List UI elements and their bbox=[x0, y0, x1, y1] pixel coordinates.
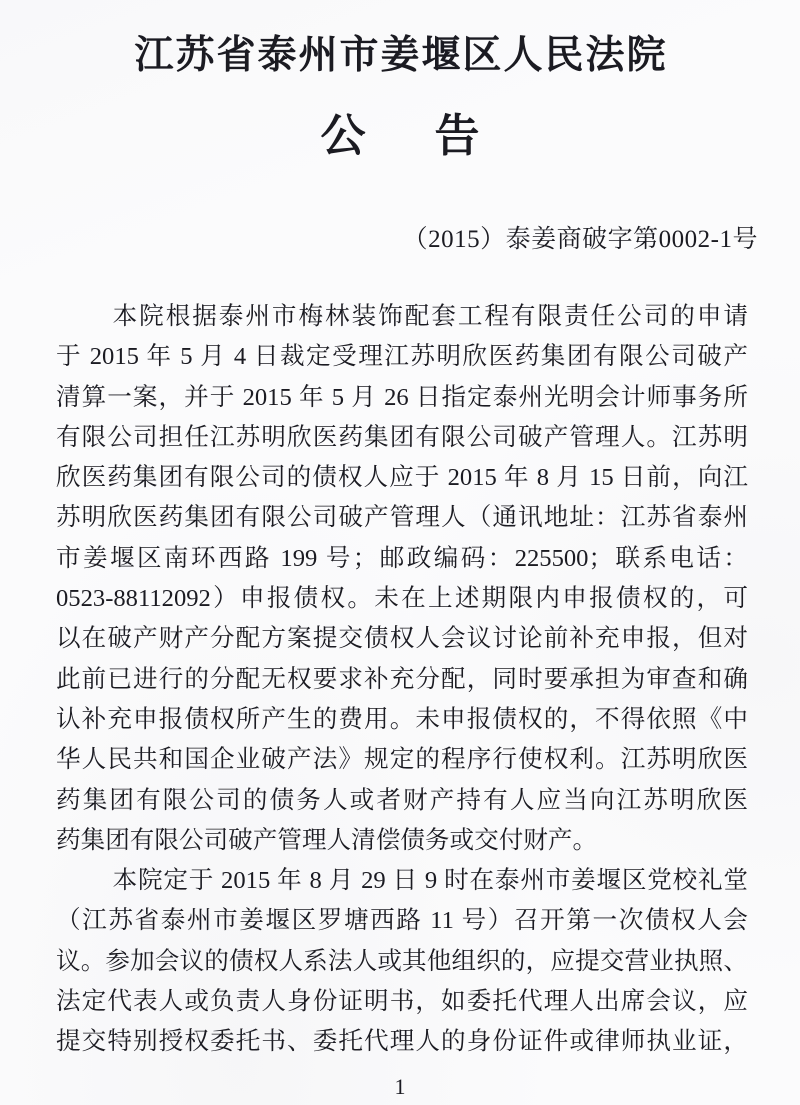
body-line: 本院定于 2015 年 8 月 29 日 9 时在泰州市姜堰区党校礼堂 bbox=[112, 867, 748, 895]
body-line: 华人民共和国企业破产法》规定的程序行使权利。江苏明欣医 bbox=[56, 746, 748, 774]
body-line: 药集团有限公司破产管理人清偿债务或交付财产。 bbox=[56, 826, 598, 854]
announcement-title: 公 告 bbox=[320, 111, 492, 161]
body-line: 苏明欣医药集团有限公司破产管理人（通讯地址：江苏省泰州 bbox=[56, 504, 748, 532]
body-line: 提交特别授权委托书、委托代理人的身份证件或律师执业证， bbox=[56, 1028, 748, 1056]
body-line: 于 2015 年 5 月 4 日裁定受理江苏明欣医药集团有限公司破产 bbox=[56, 343, 748, 371]
body-line: 有限公司担任江苏明欣医药集团有限公司破产管理人。江苏明 bbox=[56, 423, 748, 451]
page-number: 1 bbox=[394, 1074, 406, 1099]
case-number: （2015）泰姜商破字第0002-1号 bbox=[402, 226, 758, 253]
body-line: 0523-88112092）申报债权。未在上述期限内申报债权的，可 bbox=[56, 585, 748, 613]
body-line: 欣医药集团有限公司的债权人应于 2015 年 8 月 15 日前，向江 bbox=[56, 464, 748, 492]
body-line: 认补充申报债权所产生的费用。未申报债权的，不得依照《中 bbox=[56, 705, 748, 733]
body-line: 清算一案，并于 2015 年 5 月 26 日指定泰州光明会计师事务所 bbox=[56, 383, 748, 411]
body-line: 议。参加会议的债权人系法人或其他组织的，应提交营业执照、 bbox=[56, 947, 748, 975]
document-body bbox=[56, 297, 748, 1063]
body-line: 法定代表人或负责人身份证明书，如委托代理人出席会议，应 bbox=[56, 988, 748, 1016]
body-line: 药集团有限公司的债务人或者财产持有人应当向江苏明欣医 bbox=[56, 786, 748, 814]
body-line: （江苏省泰州市姜堰区罗塘西路 11 号）召开第一次债权人会 bbox=[56, 907, 748, 935]
body-line: 此前已进行的分配无权要求补充分配，同时要承担为审查和确 bbox=[56, 665, 748, 693]
court-name: 江苏省泰州市姜堰区人民法院 bbox=[134, 34, 668, 77]
body-line: 本院根据泰州市梅林装饰配套工程有限责任公司的申请 bbox=[112, 303, 748, 330]
body-line: 以在破产财产分配方案提交债权人会议讨论前补充申报，但对 bbox=[56, 625, 748, 653]
body-line: 市姜堰区南环西路 199 号；邮政编码：225500；联系电话： bbox=[56, 544, 748, 572]
